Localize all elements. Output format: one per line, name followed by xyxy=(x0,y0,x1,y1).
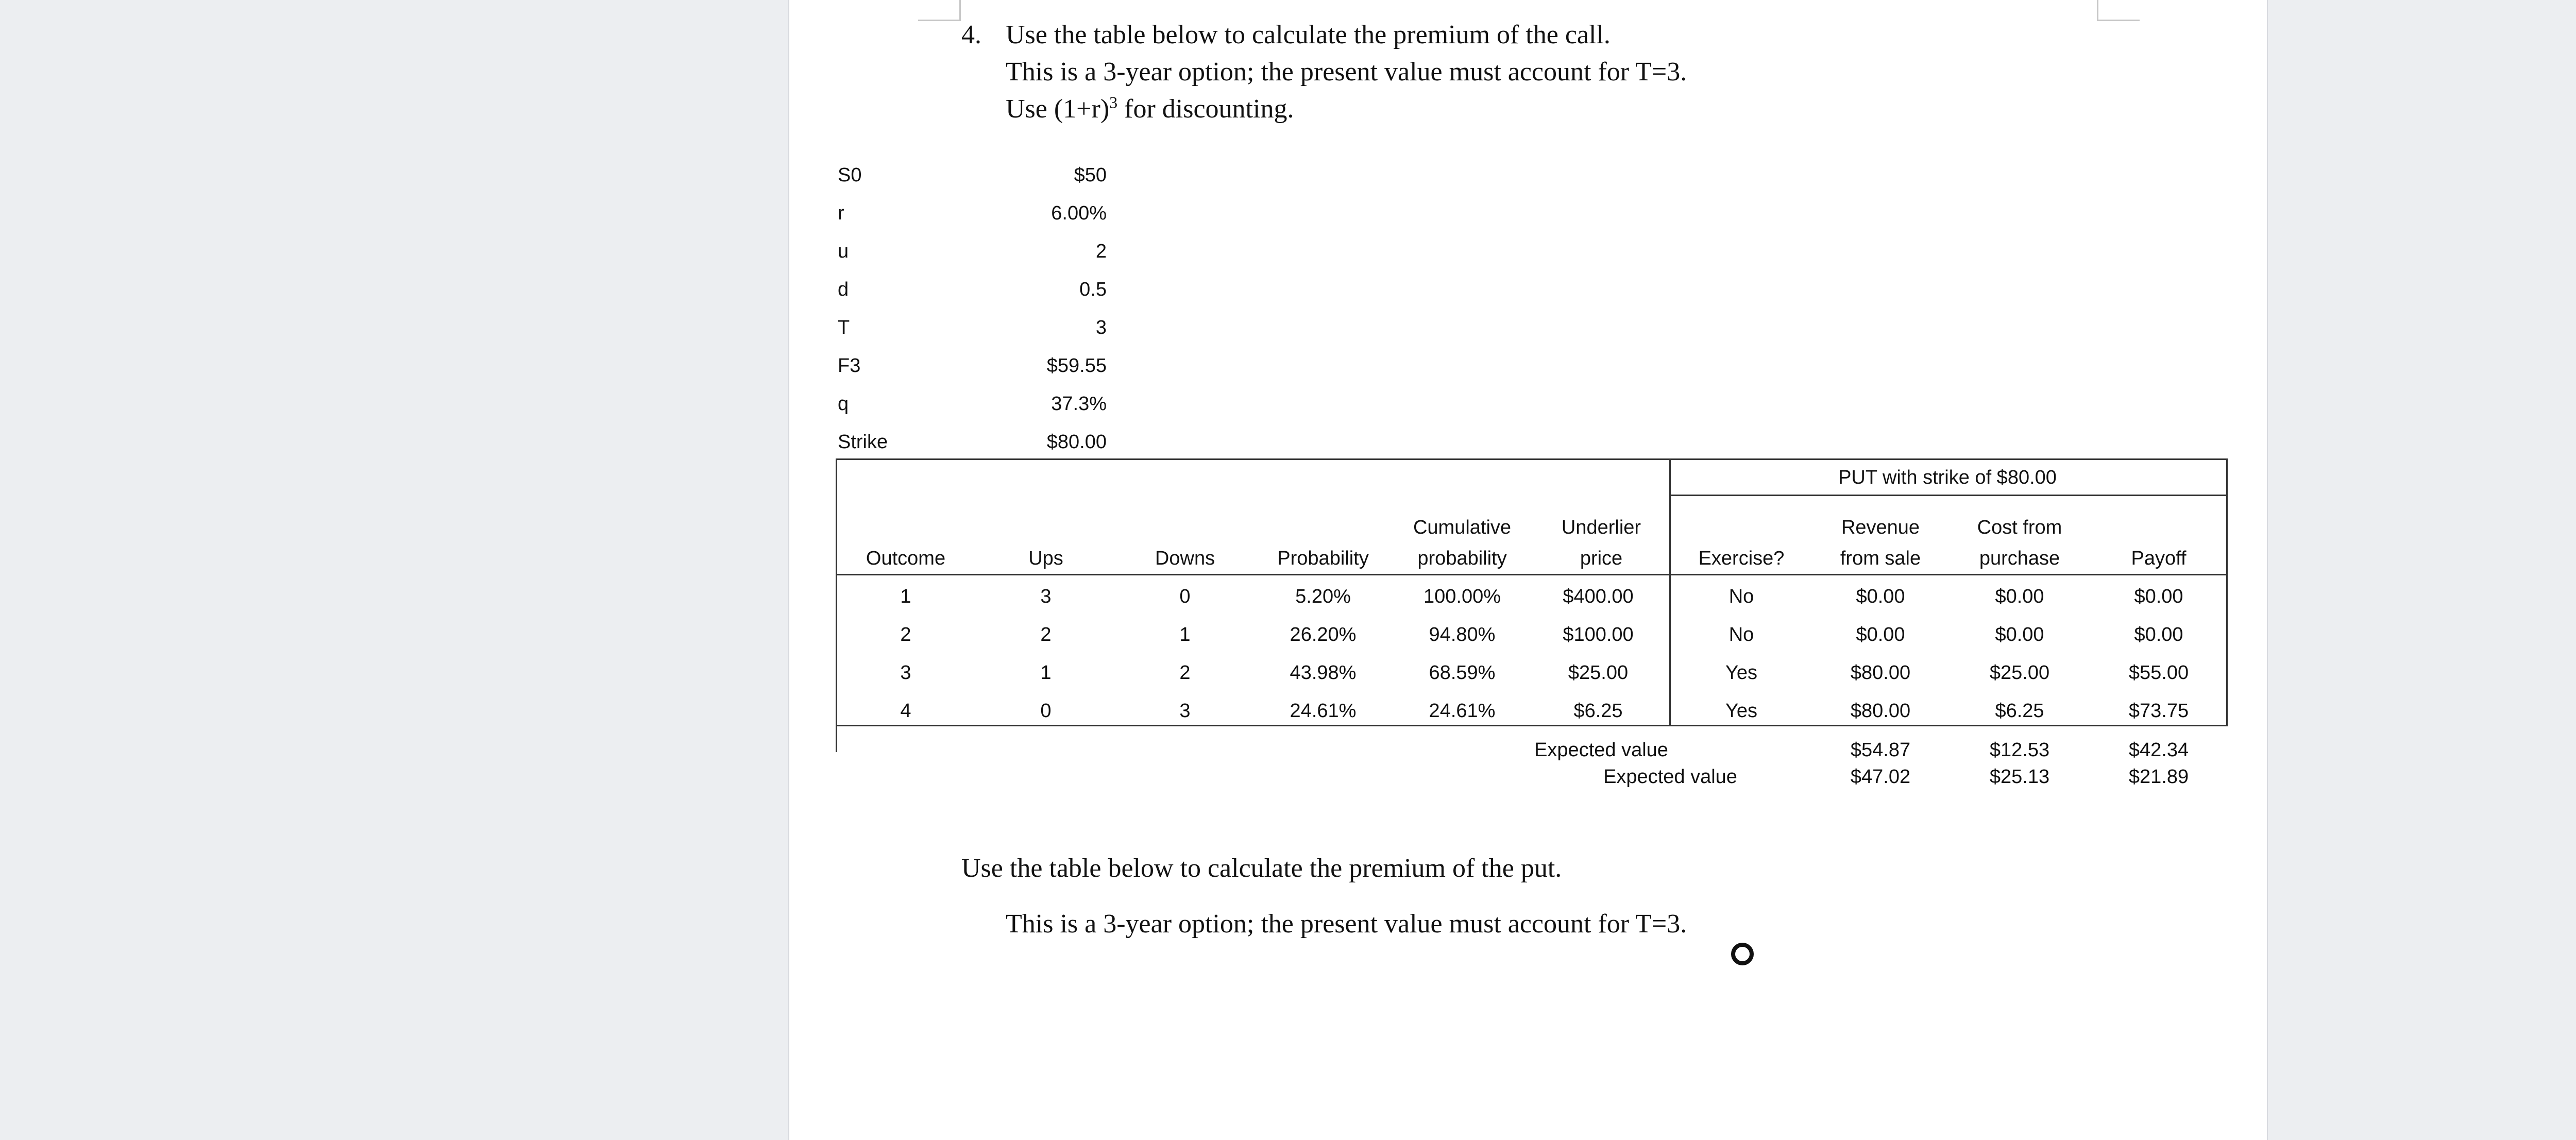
cell-price: $400.00 xyxy=(1563,586,1634,607)
header-cost-line1: Cost from xyxy=(1977,517,2062,538)
param-value: $80.00 xyxy=(1046,431,1107,453)
put-instruction-line-1: Use the table below to calculate the premium of the put. xyxy=(961,854,1562,883)
table-divider xyxy=(1669,495,2228,496)
cell-revenue: $80.00 xyxy=(1850,700,1911,722)
cell-revenue: $80.00 xyxy=(1850,662,1911,684)
header-cumulative-line1: Cumulative xyxy=(1413,517,1512,538)
param-label: u xyxy=(838,241,849,262)
cell-downs: 2 xyxy=(1179,662,1191,684)
cell-payoff: $55.00 xyxy=(2128,662,2189,684)
cell-revenue: $0.00 xyxy=(1856,586,1905,607)
expected-payoff: $42.34 xyxy=(2128,739,2189,761)
expected-cost: $12.53 xyxy=(1989,739,2050,761)
header-downs: Downs xyxy=(1155,548,1215,569)
param-label: r xyxy=(838,202,844,224)
param-value: 6.00% xyxy=(1051,202,1107,224)
question-line-1: Use the table below to calculate the premium of the call. xyxy=(1006,20,1611,49)
put-instruction-line-2: This is a 3-year option; the present value must account for T=3. xyxy=(1006,909,1687,939)
cell-cumulative: 100.00% xyxy=(1423,586,1501,607)
cell-exercise: Yes xyxy=(1725,662,1757,684)
param-value: $50 xyxy=(1074,164,1107,186)
header-probability: Probability xyxy=(1277,548,1369,569)
cell-ups: 1 xyxy=(1040,662,1052,684)
cell-ups: 3 xyxy=(1040,586,1052,607)
header-cost-line2: purchase xyxy=(1979,548,2060,569)
cell-price: $25.00 xyxy=(1568,662,1629,684)
cell-cost: $0.00 xyxy=(1995,624,2044,645)
cell-outcome: 1 xyxy=(900,586,911,607)
param-value: 3 xyxy=(1095,317,1107,338)
cell-outcome: 2 xyxy=(900,624,911,645)
cell-payoff: $73.75 xyxy=(2128,700,2189,722)
param-label: Strike xyxy=(838,431,888,453)
margin-corner-mark xyxy=(918,0,961,21)
cell-cumulative: 94.80% xyxy=(1429,624,1496,645)
question-line-3 xyxy=(1006,91,1294,128)
cell-downs: 3 xyxy=(1179,700,1191,722)
cell-exercise: Yes xyxy=(1725,700,1757,722)
cell-revenue: $0.00 xyxy=(1856,624,1905,645)
text-cursor-ring xyxy=(1731,943,1754,965)
header-outcome: Outcome xyxy=(866,548,946,569)
pv-expected-revenue: $47.02 xyxy=(1850,766,1911,788)
cell-cumulative: 24.61% xyxy=(1429,700,1496,722)
cell-payoff: $0.00 xyxy=(2134,624,2183,645)
param-label: q xyxy=(838,393,849,415)
cell-probability: 5.20% xyxy=(1295,586,1351,607)
cell-exercise: No xyxy=(1728,586,1754,607)
param-label: S0 xyxy=(838,164,862,186)
question-number: 4. xyxy=(961,20,981,49)
question-line-3-post: for discounting. xyxy=(1117,94,1294,124)
cell-outcome: 4 xyxy=(900,700,911,722)
header-payoff: Payoff xyxy=(2131,548,2187,569)
header-underlier-line1: Underlier xyxy=(1561,517,1641,538)
param-value: 2 xyxy=(1095,241,1107,262)
cell-price: $6.25 xyxy=(1573,700,1623,722)
header-cumulative-line2: probability xyxy=(1417,548,1507,569)
cell-ups: 2 xyxy=(1040,624,1052,645)
param-value: 0.5 xyxy=(1079,279,1107,300)
cell-cumulative: 68.59% xyxy=(1429,662,1496,684)
pv-expected-payoff: $21.89 xyxy=(2128,766,2189,788)
question-line-3-pre: Use (1+r) xyxy=(1006,94,1110,124)
expected-revenue: $54.87 xyxy=(1850,739,1911,761)
question-line-2: This is a 3-year option; the present value must account for T=3. xyxy=(1006,57,1687,87)
header-exercise: Exercise? xyxy=(1698,548,1785,569)
cell-ups: 0 xyxy=(1040,700,1052,722)
pv-expected-cost: $25.13 xyxy=(1989,766,2050,788)
header-underlier-line2: price xyxy=(1580,548,1623,569)
cell-probability: 24.61% xyxy=(1290,700,1357,722)
header-revenue-line1: Revenue xyxy=(1841,517,1920,538)
cell-exercise: No xyxy=(1728,624,1754,645)
table-divider xyxy=(836,726,837,752)
margin-corner-mark xyxy=(2097,0,2140,21)
cell-probability: 26.20% xyxy=(1290,624,1357,645)
cell-probability: 43.98% xyxy=(1290,662,1357,684)
cell-price: $100.00 xyxy=(1563,624,1634,645)
cell-outcome: 3 xyxy=(900,662,911,684)
table-divider xyxy=(1669,458,1671,726)
table-divider xyxy=(836,574,2228,575)
param-value: $59.55 xyxy=(1046,355,1107,377)
param-label: F3 xyxy=(838,355,861,377)
cell-downs: 1 xyxy=(1179,624,1191,645)
pv-expected-value-label: Expected value xyxy=(1603,766,1737,788)
put-title: PUT with strike of $80.00 xyxy=(1838,467,2057,488)
param-label: T xyxy=(838,317,850,338)
cell-downs: 0 xyxy=(1179,586,1191,607)
param-label: d xyxy=(838,279,849,300)
exponent: 3 xyxy=(1109,93,1118,112)
expected-value-label: Expected value xyxy=(1534,739,1668,761)
cell-cost: $25.00 xyxy=(1989,662,2050,684)
param-value: 37.3% xyxy=(1051,393,1107,415)
cell-cost: $6.25 xyxy=(1995,700,2044,722)
cell-payoff: $0.00 xyxy=(2134,586,2183,607)
cell-cost: $0.00 xyxy=(1995,586,2044,607)
header-ups: Ups xyxy=(1028,548,1063,569)
header-revenue-line2: from sale xyxy=(1840,548,1921,569)
